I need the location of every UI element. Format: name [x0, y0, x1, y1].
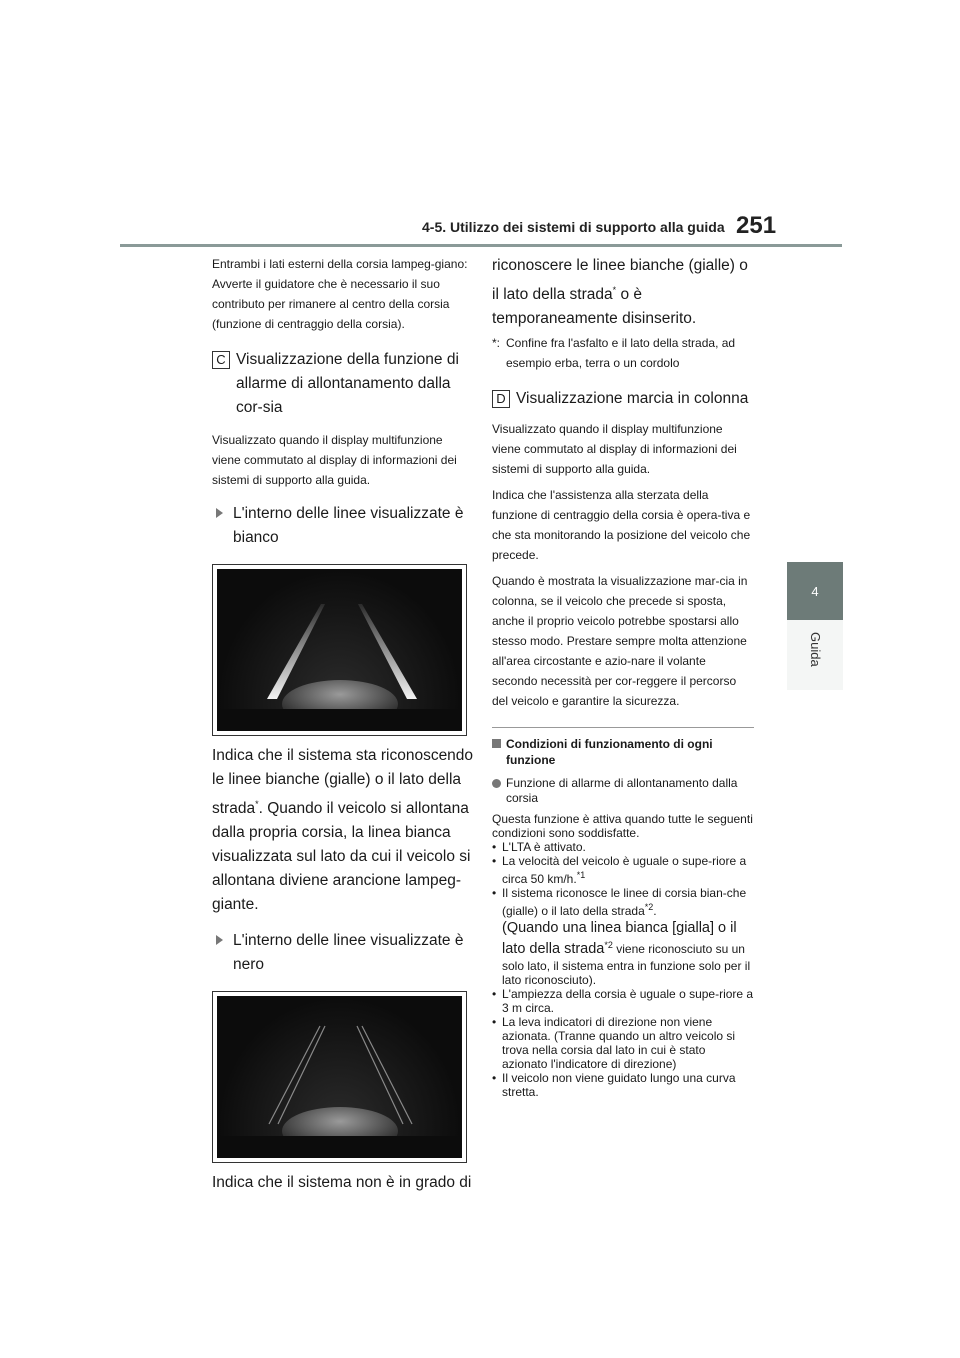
para-white-pre: Indica che il sistema sta riconoscendo le linee bianche (gialle) o il lato della strada	[212, 747, 474, 818]
chapter-tab-label	[787, 620, 843, 690]
section-c-letter: C	[212, 351, 230, 369]
para-white-post: . Quando il veicolo si allontana dalla propria corsia, la linea bianca visualizzata sul lato da cui il veicolo si allontana diviene arancione lampeg-giante.	[212, 800, 471, 914]
footnote-text: Confine fra l'asfalto e il lato della strada, ad esempio erba, terra o un cordolo	[506, 336, 736, 371]
c3-mid: .	[653, 904, 657, 919]
bullet-white-heading	[212, 502, 474, 550]
list-item-text: La leva indicatori di direzione non viene azionata. (Tranne quando un altro veicolo si trova nella corsia dal lato in cui è stato azionato l'indicatore di direzione)	[502, 1015, 736, 1072]
triangle-bullet-icon	[216, 935, 223, 945]
bullet-black-heading	[212, 929, 474, 977]
list-item-text: Il veicolo non viene guidato lungo una curva stretta.	[502, 1071, 736, 1100]
cont-post: o è temporaneamente disinserito.	[492, 286, 697, 328]
footnote-mark: *2	[644, 902, 654, 913]
section-c-description: Visualizzato quando il display multifunzione viene commutato al display di informazioni dei sistemi di supporto alla guida.	[212, 433, 457, 487]
section-d-p3: Quando è mostrata la visualizzazione mar-cia in colonna, se il veicolo che precede si sposta, anche il proprio veicolo potrebbe spostarsi allo stesso modo. Prestare sempre molta attenzione all'area circostante e azio-nare il volante secondo necessità per cor-reggere il percorso del veicolo e garantire la sicurezza.	[492, 574, 748, 709]
conditions-list	[492, 840, 754, 1099]
list-item: • La leva indicatori di direzione non viene azionata. (Tranne quando un altro veicolo si trova nella corsia dal lato in cui è stato azionato l'indicatore di direzione)	[492, 1015, 754, 1071]
footnote-mark: *	[612, 285, 617, 295]
square-bullet-icon	[492, 739, 501, 748]
lane-lines-white-graphic	[217, 569, 462, 731]
section-c-title: Visualizzazione della funzione di allarme di allontanamento dalla cor-sia	[236, 351, 459, 416]
left-column	[212, 254, 474, 1195]
footnote-mark: *2	[604, 940, 613, 951]
c3-large: (Quando una linea bianca [gialla] o il lato della strada	[502, 920, 737, 958]
footnote-mark: *1	[576, 870, 586, 881]
section-d-letter: D	[492, 390, 510, 408]
chapter-tab-number	[787, 562, 843, 620]
list-item: • Il sistema riconosce le linee di corsia bian-che (gialle) o il lato della strada$^{*2}$. (Quando una linea bianca [gialla] o il lato della strada$^{*2}$ viene riconosciuto su un solo lato, il sistema entra in funzione solo per il lato riconosciuto).	[492, 886, 754, 987]
footnote-mark: *	[255, 799, 259, 809]
conditions-heading	[492, 736, 754, 768]
list-item: • La velocità del veicolo è uguale o supe-riore a circa 50 km/h.$^{*1}$	[492, 854, 754, 886]
header-rule	[120, 244, 842, 247]
section-title: 4-5. Utilizzo dei sistemi di supporto alla guida	[422, 219, 725, 235]
lane-display-white-figure	[212, 564, 467, 736]
display-screen	[217, 569, 462, 731]
list-item-text	[502, 854, 754, 886]
lane-display-black-figure	[212, 991, 467, 1163]
bullet-black-text: L'interno delle linee visualizzate è nero	[233, 932, 464, 974]
chapter-number: 4	[811, 583, 819, 599]
section-d-p1: Visualizzato quando il display multifunzione viene commutato al display di informazioni dei sistemi di supporto alla guida.	[492, 422, 737, 477]
bullet-white-text: L'interno delle linee visualizzate è bianco	[233, 505, 464, 546]
triangle-bullet-icon	[216, 508, 223, 518]
list-item-text: L'ampiezza della corsia è uguale o supe-riore a 3 m circa.	[502, 987, 754, 1016]
condition-item	[492, 776, 754, 806]
para-black-continued	[492, 254, 754, 331]
circle-bullet-icon	[492, 779, 501, 788]
c3-post: viene riconosciuto su un solo lato, il sistema entra in funzione solo per il lato riconosciuto).	[502, 942, 751, 988]
para-black-start: Indica che il sistema non è in grado di	[212, 1174, 472, 1192]
lane-lines-outline-graphic	[217, 996, 462, 1158]
section-c-heading	[212, 348, 474, 420]
page-number: 251	[736, 212, 777, 239]
footnote-marker: *:	[492, 336, 501, 351]
list-item-text: L'LTA è attivato.	[502, 840, 586, 855]
conditions-title: Condizioni di funzionamento di ogni funzione	[506, 737, 713, 768]
right-column	[492, 254, 754, 1099]
section-divider	[492, 727, 754, 728]
list-item: • Il veicolo non viene guidato lungo una curva stretta.	[492, 1071, 754, 1099]
section-d-p2: Indica che l'assistenza alla sterzata della funzione di centraggio della corsia è opera-tiva e che sta monitorando la posizione del veicolo che precede.	[492, 488, 751, 563]
list-item: • L'ampiezza della corsia è uguale o supe-riore a 3 m circa.	[492, 987, 754, 1016]
para-white	[212, 744, 474, 917]
footnote	[492, 333, 754, 373]
intro-paragraph: Entrambi i lati esterni della corsia lampeg-giano: Avverte il guidatore che è necessario il suo contributo per rimanere al centro della corsia (funzione di centraggio della corsia).	[212, 257, 468, 331]
conditions-intro: Questa funzione è attiva quando tutte le seguenti condizioni sono soddisfatte.	[492, 812, 753, 841]
list-item: • L'LTA è attivato.	[492, 840, 586, 855]
c2-text: La velocità del veicolo è uguale o supe-riore a circa 50 km/h.	[502, 854, 747, 887]
list-item-text	[502, 886, 754, 987]
chapter-label: Guida	[808, 632, 823, 667]
condition-item-text: Funzione di allarme di allontanamento dalla corsia	[506, 776, 738, 806]
section-d-title: Visualizzazione marcia in colonna	[516, 390, 749, 408]
cont-pre: riconoscere le linee bianche (gialle) o il lato della strada	[492, 257, 748, 304]
section-d-heading	[492, 387, 754, 411]
display-screen	[217, 996, 462, 1158]
c3-text: Il sistema riconosce le linee di corsia bian-che (gialle) o il lato della strada	[502, 886, 747, 919]
